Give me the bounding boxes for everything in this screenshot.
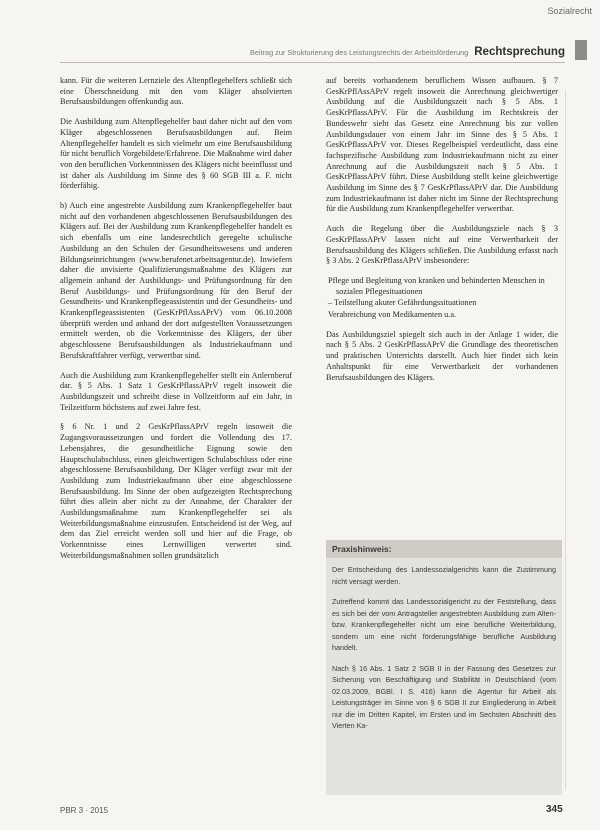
- practice-note-box: [326, 540, 562, 795]
- paragraph: kann. Für die weiteren Lernziele des Altenpflegehelfers schließt sich eine Überschneidung mit den vom Kläger absolvierten Berufsausbildungen offenkundig aus.: [60, 76, 292, 107]
- journal-footer: PBR 3 · 2015: [60, 806, 109, 815]
- paragraph: Auch die Regelung über die Ausbildungsziele nach § 3 GesKrPflassAPrV lassen nicht auf eine Verwertbarkeit der Berufsausbildung des Klägers schließen. Die Ausbildung erfasst nach § 3 Abs. 2 GesKrPflassAPrV insbesondere:: [326, 224, 558, 266]
- practice-note-paragraph: Zutreffend kommt das Landessozialgericht zu der Feststellung, dass es sich bei der vom Antragsteller angestrebten Ausbildung zum Alten- bzw. Krankenpflegehelfer nicht um eine berufliche Weiterbildung, sondern um eine nicht förderungsfähige berufliche Ausbildung handelt.: [332, 597, 556, 652]
- paragraph: Die Ausbildung zum Altenpflegehelfer baut daher nicht auf den vom Kläger abgeschlossenen Berufsausbildungen auf. Beim Altenpflegehelfer handelt es sich vielmehr um eine Berufsausbildung für nicht beruflich Vorgebildete/Erfahrene. Die Maßnahme wird daher von den beruflichen Vorkenntnissen des Klägers nicht beeinflusst und ist daher als Ausbildung im Sinne des § 60 SGB III a. F. nicht förderfähig.: [60, 117, 292, 191]
- goal-list: [326, 276, 558, 321]
- running-header: [60, 44, 565, 63]
- paragraph: auf bereits vorhandenem beruflichem Wissen aufbauen. § 7 GesKrPflAssAPrV regelt insoweit die Anrechnung gleichwertiger Ausbildung auf die Ausbildungszeit nach § 5 Abs. 1 GesKrPflassAPrV. Für die Ausbildung im Rechtskreis der Bundeswehr sieht das Gesetz eine Anrechnung bis zur vollen Ausbildungsdauer von einem Jahr im Sinne des § 5 Abs. 1 GesKrPflassAPrV vor. Dieses Regelbeispiel verdeutlicht, dass eine fachspezifische Ausbildung zum Industriekaufmann nicht zu einer Anrechnung auf die Ausbildungszeit nach § 5 Abs. 1 GesKrPflassAPrV führt. Diese Ausbildung stellt keine gleichwertige Ausbildung im Sinne des § 7 GesKrPflassAPrV dar. Die Ausbildung zum Industriekaufmann ist daher nicht im Sinne der Rechtsprechung für die Ausbildung zum Krankenpflegehelfer verwertbar.: [326, 76, 558, 214]
- practice-note-title: Praxishinweis:: [326, 540, 562, 558]
- header-title: Rechtsprechung: [474, 46, 565, 58]
- paragraph: § 6 Nr. 1 und 2 GesKrPflassAPrV regeln insoweit die Zugangsvoraussetzungen und fordert die Vollendung des 17. Lebensjahres, die gesundheitliche Eignung sowie den Hauptschulabschluss, einen gleichwertigen Schulabschluss oder eine abgeschlossene Berufsausbildung. Der Kläger verfügt zwar mit der Ausbildung zum Industriekaufmann über eine abgeschlossene Berufsausbildung. Im Sinne der oben aufgezeigten Rechtsprechung führt dies allein aber nicht zu der Annahme, der Charakter der Ausbildungsmaßnahme zum Krankenpflegehelfer sei als Weiterbildungsmaßnahme einzustufen. Entscheidend ist der Weg, auf dem das Ziel erreicht werden soll und hier auf die Frage, ob Vorkenntnisse eines Lernwilligen verwertet sind. Weiterbildungsmaßnahmen sollen grundsätzlich: [60, 422, 292, 560]
- practice-note-paragraph: Nach § 16 Abs. 1 Satz 2 SGB II in der Fassung des Gesetzes zur Sicherung von Beschäftigung und Stabilität in Deutschland (vom 02.03.2009, BGBl. I S. 416) kann die Agentur für Arbeit als Leistungsträger im Sinne von § 6 SGB II zur Eingliederung in Arbeit nur die im Dritten Kapitel, im Ersten und im Sechsten Abschnitt des Vierten Ka-: [332, 663, 556, 730]
- list-item: Pflege und Begleitung von kranken und behinderten Menschen in sozialen Pflegesituationen: [328, 275, 545, 296]
- right-column: [326, 76, 558, 392]
- paragraph: Auch die Ausbildung zum Krankenpflegehelfer stellt ein Anlernberuf dar. § 5 Abs. 1 Satz 1 GesKrPflassAPrV regelt insoweit die Ausbildungszeit und schreibt diese in Vollzeitform auf ein Jahr, in Teilzeitform höchstens auf zwei Jahre fest.: [60, 370, 292, 412]
- practice-note-paragraph: Der Entscheidung des Landessozialgerichts kann die Zustimmung nicht versagt werden.: [332, 565, 556, 586]
- left-column: [60, 76, 292, 571]
- page-edge-divider: [565, 90, 566, 790]
- practice-note-body: [326, 558, 562, 732]
- list-item: Verabreichung von Medikamenten u.a.: [328, 310, 457, 320]
- page-number: 345: [546, 804, 563, 815]
- header-subtitle: Beitrag zur Strukturierung des Leistungsrechts der Arbeitsförderung: [250, 47, 469, 57]
- header-marker: [575, 40, 587, 60]
- paragraph: b) Auch eine angestrebte Ausbildung zum Krankenpflegehelfer baut nicht auf den vorhandenen abgeschlossenen Berufsausbildungen des Klägers auf. Bei der Ausbildung zum Krankenpflegehelfer handelt es sich ebenfalls um eine landesrechtlich geregelte schulische Ausbildung an den Schulen der Gesundheitswesens und anderen Bildungseinrichtungen (www.berufenet.arbeitsagentur.de). Inwiefern daher die anvisierte Qualifizierungsmaßnahme des Klägers zur allgemein anhand der Ausbildungs- und Prüfungsordnung für den Beruf Ausbildungs- und Prüfungsordnung für den Beruf der Gesundheits- und Krankenpflegeassistentin und der Gesundheits- und Krankenpflegeassistenten (GesKrPflAssAPrV) vom 06.10.2008 überprüft werden und anhand der dort aufgestellten Voraussetzungen ermittelt werden, ob die Vorkenntnisse des Klägers, der über abgeschlossene Berufsausbildungen als Industriekaufmann und Berufskraftfahrer verfügt, verwertbar sind.: [60, 201, 292, 360]
- paragraph: Das Ausbildungsziel spiegelt sich auch in der Anlage 1 wider, die nach § 5 Abs. 2 GesKrPflassAPrV die Grundlage des theoretischen und praktischen Unterrichts darstellt. Auch hier findet sich kein Anhaltspunkt für eine Verwertbarkeit der vorhandenen Berufsausbildungen des Klägers.: [326, 329, 558, 382]
- section-label: Sozialrecht: [547, 6, 592, 16]
- list-item: – Teilstellung akuter Gefährdungssituationen: [328, 298, 477, 308]
